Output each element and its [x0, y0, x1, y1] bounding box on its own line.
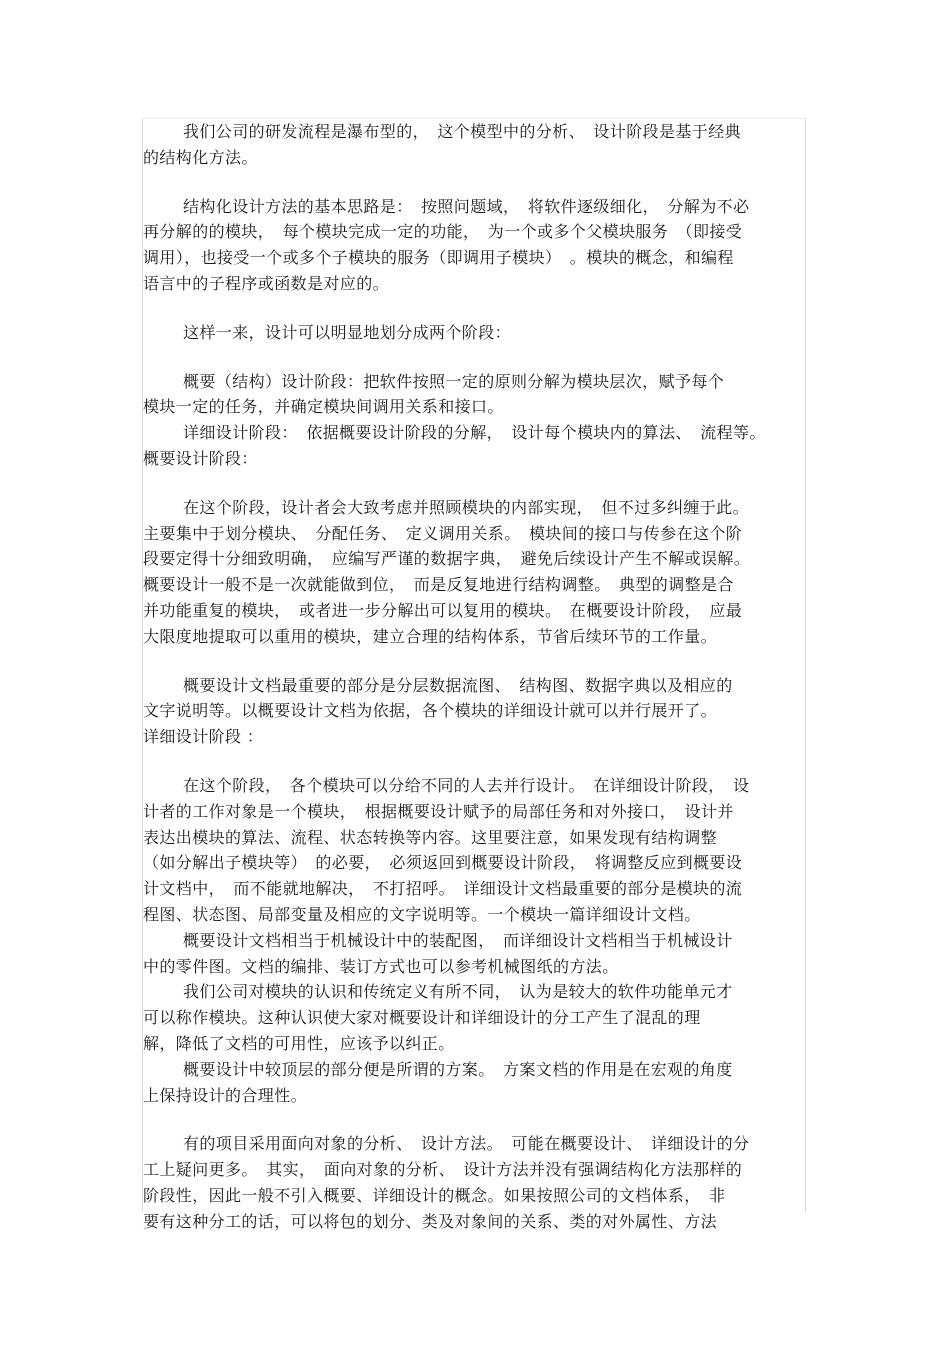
text-line: 上保持设计的合理性。: [143, 1085, 308, 1105]
text-line: 的结构化方法。: [143, 147, 258, 167]
text-line: 中的零件图。文档的编排、装订方式也可以参考机械图纸的方法。: [143, 956, 619, 976]
text-line: 语言中的子程序或函数是对应的。: [143, 273, 390, 293]
text-line: 概要设计文档最重要的部分是分层数据流图、 结构图、数据字典以及相应的: [183, 675, 733, 695]
text-line: 概要设计文档相当于机械设计中的装配图， 而详细设计文档相当于机械设计: [183, 930, 733, 950]
text-line: （如分解出子模块等） 的必要， 必须返回到概要设计阶段， 将调整反应到概要设: [143, 853, 743, 873]
paragraph-gap: [143, 650, 807, 673]
text-line: 主要集中于划分模块、 分配任务、 定义调用关系。 模块间的接口与传参在这个阶: [143, 523, 743, 543]
text-line: 概要设计一般不是一次就能做到位， 而是反复地进行结构调整。 典型的调整是合: [143, 575, 734, 595]
text-line: 详细设计阶段： 依据概要设计阶段的分解， 设计每个模块内的算法、 流程等。: [183, 423, 766, 443]
paragraph-gap: [143, 750, 807, 773]
text-line: 概要（结构）设计阶段：把软件按照一定的原则分解为模块层次，赋予每个: [183, 371, 725, 391]
text-line: 文字说明等。以概要设计文档为依据，各个模块的详细设计就可以并行展开了。: [143, 701, 718, 721]
paragraph-gap: [143, 171, 807, 194]
text-line: 计者的工作对象是一个模块， 根据概要设计赋予的局部任务和对外接口， 设计并: [143, 801, 734, 821]
text-line: 调用），也接受一个或多个子模块的服务（即调用子模块） 。模块的概念，和编程: [143, 248, 734, 268]
text-line: 解，降低了文档的可用性，应该予以纠正。: [143, 1033, 455, 1053]
text-line: 这样一来，设计可以明显地划分成两个阶段：: [183, 322, 512, 342]
text-line: 概要设计阶段：: [143, 448, 258, 468]
text-line: 在这个阶段， 各个模块可以分给不同的人去并行设计。 在详细设计阶段， 设: [183, 775, 750, 795]
text-line: 段要定得十分细致明确， 应编写严谨的数据字典， 避免后续设计产生不解或误解。: [143, 549, 751, 569]
text-line: 要有这种分工的话，可以将包的划分、类及对象间的关系、类的对外属性、方法: [143, 1211, 718, 1231]
paragraph-gap: [143, 472, 807, 495]
text-line: 详细设计阶段 ：: [143, 727, 264, 747]
text-line: 阶段性，因此一般不引入概要、详细设计的概念。如果按照公司的文档体系， 非: [143, 1185, 726, 1205]
text-line: 结构化设计方法的基本思路是： 按照问题域， 将软件逐级细化， 分解为不必: [183, 196, 750, 216]
text-line: 我们公司对模块的认识和传统定义有所不同， 认为是较大的软件功能单元才: [183, 982, 733, 1002]
text-line: 概要设计中较顶层的部分便是所谓的方案。 方案文档的作用是在宏观的角度: [183, 1059, 733, 1079]
paragraph-gap: [143, 297, 807, 320]
paragraph-gap: [143, 1108, 807, 1131]
text-line: 表达出模块的算法、流程、状态转换等内容。这里要注意，如果发现有结构调整: [143, 827, 718, 847]
text-line: 大限度地提取可以重用的模块，建立合理的结构体系，节省后续环节的工作量。: [143, 626, 718, 646]
text-line: 我们公司的研发流程是瀑布型的， 这个模型中的分析、 设计阶段是基于经典: [183, 122, 742, 141]
text-line: 在这个阶段，设计者会大致考虑并照顾模块的内部实现， 但不过多纠缠于此。: [183, 497, 750, 517]
text-line: 有的项目采用面向对象的分析、 设计方法。 可能在概要设计、 详细设计的分: [183, 1134, 750, 1154]
text-line: 再分解的的模块， 每个模块完成一定的功能， 为一个或多个父模块服务 （即接受: [143, 222, 743, 242]
text-line: 工上疑问更多。 其实， 面向对象的分析、 设计方法并没有强调结构化方法那样的: [143, 1160, 743, 1180]
text-line: 模块一定的任务，并确定模块间调用关系和接口。: [143, 397, 504, 417]
text-line: 计文档中， 而不能就地解决， 不打招呼。 详细设计文档最重要的部分是模块的流: [143, 879, 743, 899]
paragraph-gap: [143, 346, 807, 369]
document-body: [143, 119, 807, 1234]
text-line: 可以称作模块。这种认识使大家对概要设计和详细设计的分工产生了混乱的理: [143, 1008, 701, 1028]
text-line: 程图、状态图、局部变量及相应的文字说明等。一个模块一篇详细设计文档。: [143, 904, 701, 924]
text-line: 并功能重复的模块， 或者进一步分解出可以复用的模块。 在概要设计阶段， 应最: [143, 600, 743, 620]
